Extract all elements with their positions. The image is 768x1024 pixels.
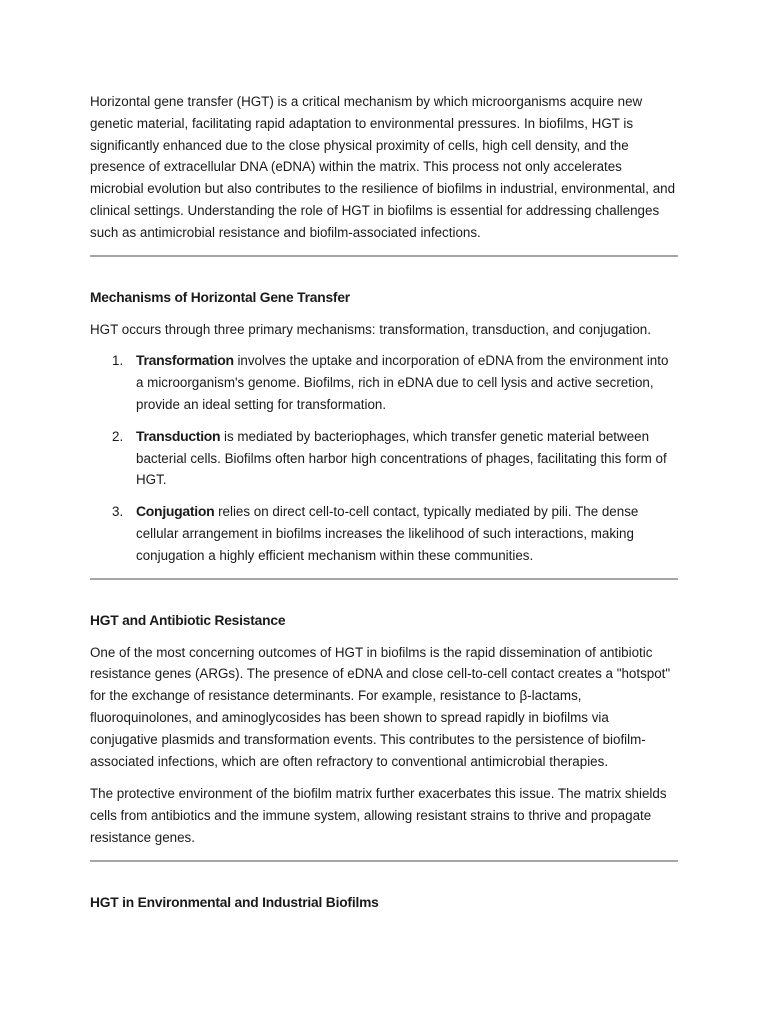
list-item-text: relies on direct cell-to-cell contact, typically mediated by pili. The dense cellular arrangement in biofilms increases the likelihood of such interactions, making conjugation a highly efficient mechanism within these communities. (136, 504, 639, 563)
antibiotic-paragraph-2: The protective environment of the biofilm matrix further exacerbates this issue. The matrix shields cells from antibiotics and the immune system, allowing resistant strains to thrive and propagate resistance genes. (90, 786, 667, 845)
mechanisms-list (90, 350, 678, 566)
list-item-text: is mediated by bacteriophages, which transfer genetic material between bacterial cells. Biofilms often harbor high concentrations of phages, facilitating this form of HGT. (136, 428, 667, 488)
list-number: 1. (112, 353, 124, 369)
list-item-transformation (90, 350, 678, 415)
list-number: 3. (112, 504, 124, 520)
intro-paragraph: Horizontal gene transfer (HGT) is a critical mechanism by which microorganisms acquire new genetic material, facilitating rapid adaptation to environmental pressures. In biofilms, HGT is significantly enhanced due to the close physical proximity of cells, high cell density, and the presence of extracellular DNA (eDNA) within the matrix. This process not only accelerates microbial evolution but also contributes to the resilience of biofilms in industrial, environmental, and clinical settings. Understanding the role of HGT in biofilms is essential for addressing challenges such as antimicrobial resistance and biofilm-associated infections. (90, 94, 676, 240)
list-item-text: involves the uptake and incorporation of eDNA from the environment into a microorganism's genome. Biofilms, rich in eDNA due to cell lysis and active secretion, provide an ideal setting for transformation. (136, 353, 669, 412)
term-transformation: Transformation (136, 352, 234, 369)
list-item-conjugation (90, 501, 678, 566)
antibiotic-resistance-heading: HGT and Antibiotic Resistance (90, 612, 286, 628)
term-conjugation: Conjugation (136, 503, 215, 520)
list-item-transduction (90, 426, 678, 491)
section-divider (90, 255, 678, 257)
section-divider (90, 578, 678, 580)
antibiotic-paragraph-1: One of the most concerning outcomes of HGT in biofilms is the rapid dissemination of antibiotic resistance genes (ARGs). The presence of eDNA and close cell-to-cell contact creates a "hotspot" for the exchange of resistance determinants. For example, resistance to β-lactams, fluoroquinolones, and aminoglycosides has been shown to spread rapidly in biofilms via conjugative plasmids and transformation events. This contributes to the persistence of biofilm-associated infections, which are often refractory to conventional antimicrobial therapies. (90, 644, 671, 769)
mechanisms-lead-paragraph: HGT occurs through three primary mechanisms: transformation, transduction, and conjugation. (90, 321, 651, 337)
document-page (90, 91, 678, 913)
mechanisms-heading: Mechanisms of Horizontal Gene Transfer (90, 289, 350, 305)
term-transduction: Transduction (136, 427, 221, 444)
list-number: 2. (112, 428, 124, 444)
environmental-industrial-heading: HGT in Environmental and Industrial Biofilms (90, 894, 379, 910)
section-divider (90, 860, 678, 862)
